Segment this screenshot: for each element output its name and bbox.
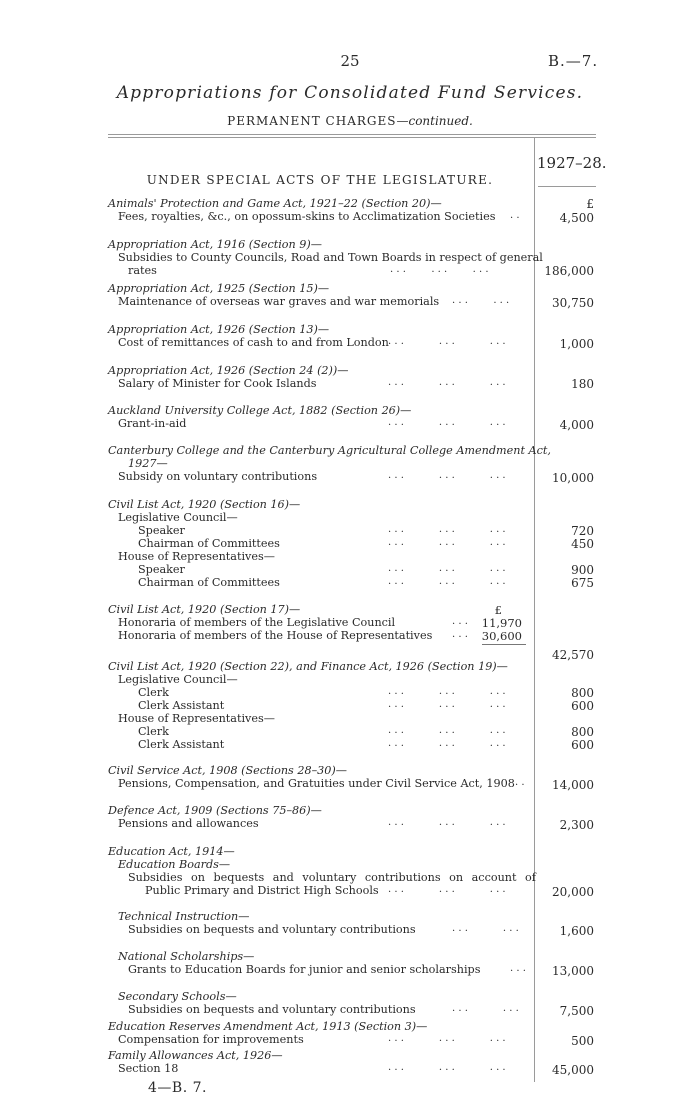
entry-act-title: Civil Service Act, 1908 (Sections 28–30)— [108,764,347,777]
leader-dots: . . . . . . . . . [390,264,489,275]
leader-dots: . . . . . . [452,923,519,934]
entry-amount: 720 [571,524,594,538]
entry-amount: 800 [571,725,594,739]
entry-subgroup: Technical Instruction— [118,910,250,923]
entry-item: Chairman of Committees [138,537,280,550]
document-reference: B.—7. [548,52,599,70]
amount-column-divider [534,138,535,1082]
entry-item: Speaker [138,563,185,576]
year-column-heading: 1927–28. [537,154,607,172]
subtitle-main: PERMANENT CHARGES [227,114,397,128]
entry-item: Clerk [138,686,169,699]
entry-amount: 20,000 [552,885,594,899]
entry-item: Chairman of Committees [138,576,280,589]
entry-item: Honoraria of members of the Legislative Council [118,616,396,629]
entry-item: Maintenance of overseas war graves and war memorials [118,295,440,308]
entry-act-title: Appropriation Act, 1926 (Section 13)— [108,323,330,336]
printer-signature: 4—B. 7. [148,1080,207,1096]
leader-dots: . . . . . . [452,1003,519,1014]
entry-item: Compensation for improvements [118,1033,304,1046]
entry-subgroup: Secondary Schools— [118,990,237,1003]
entry-amount: 675 [571,576,594,590]
leader-dots: . . . [452,616,468,627]
leader-dots: . . . . . . . . . [388,699,506,710]
entry-act-title: Civil List Act, 1920 (Section 17)— [108,603,301,616]
leader-dots: . . . . . . . . . [388,1062,506,1073]
page-subtitle [0,114,700,128]
entry-amount: 450 [571,537,594,551]
entry-item: Cost of remittances of cash to and from London [118,336,389,349]
entry-amount: 2,300 [559,818,594,832]
entry-item: Subsidies on bequests and voluntary contributions on account of [128,871,536,884]
subtotal-rule [482,644,526,645]
leader-dots: . . . . . . . . . [388,470,506,481]
entry-item: Fees, royalties, &c., on opossum-skins to Acclimatization Societies [118,210,496,223]
entry-amount: 10,000 [552,471,594,485]
page-title: Appropriations for Consolidated Fund Services. [116,83,584,103]
entry-item: Grants to Education Boards for junior and senior scholarships [128,963,481,976]
header-rule-bottom [108,137,596,138]
entry-act-title: Family Allowances Act, 1926— [108,1049,283,1062]
entry-group: House of Representatives— [118,550,275,563]
entry-act-title: Appropriation Act, 1926 (Section 24 (2))— [108,364,349,377]
entry-amount: 7,500 [559,1004,594,1018]
leader-dots: . . . . . . . . . [388,725,506,736]
entry-item: Grant-in-aid [118,417,187,430]
entry-amount: 900 [571,563,594,577]
entry-item: Subsidies on bequests and voluntary contributions [128,923,416,936]
entry-act-title-continued: 1927— [128,457,168,470]
entry-amount: 30,750 [552,296,594,310]
entry-item: Honoraria of members of the House of Representatives [118,629,433,642]
entry-subgroup: Education Boards— [118,858,231,871]
entry-amount: 186,000 [544,264,594,278]
entry-amount: 800 [571,686,594,700]
entry-item: Subsidies to County Councils, Road and Town Boards in respect of general [118,251,543,264]
entry-item: Clerk Assistant [138,699,225,712]
leader-dots: . . . [452,629,468,640]
year-heading-rule [538,186,596,187]
leader-dots: . . [510,210,520,221]
entry-item: Clerk [138,725,169,738]
subtitle-suffix: —continued. [396,114,473,128]
leader-dots: . . . . . . . . . [388,537,506,548]
entry-act-title: Education Act, 1914— [108,845,235,858]
entry-amount: 1,000 [559,337,594,351]
leader-dots: . . . . . . . . . [388,524,506,535]
leader-dots: . . . . . . [452,295,510,306]
entry-group: Legislative Council— [118,511,238,524]
entry-act-title: Civil List Act, 1920 (Section 22), and Finance Act, 1926 (Section 19)— [108,660,508,673]
leader-dots: . . . . . . . . . [388,563,506,574]
entry-item-continued: rates [128,264,157,277]
leader-dots: . . . . . . . . . [388,336,506,347]
entry-act-title: Appropriation Act, 1925 (Section 15)— [108,282,330,295]
entry-amount: 45,000 [552,1063,594,1077]
page-number: 25 [340,52,360,70]
leader-dots: . . . [510,963,526,974]
entry-amount: 4,000 [559,418,594,432]
entry-item: Pensions, Compensation, and Gratuities under Civil Service Act, 1908 [118,777,515,790]
leader-dots: . . . . . . . . . [388,417,506,428]
entry-subgroup: National Scholarships— [118,950,255,963]
inner-currency-symbol: £ [494,603,502,617]
leader-dots: . . [515,777,525,788]
entry-amount: 4,500 [559,211,594,225]
entry-amount: 14,000 [552,778,594,792]
leader-dots: . . . . . . . . . [388,817,506,828]
inner-amount: 11,970 [481,616,522,630]
entry-group: Legislative Council— [118,673,238,686]
entry-item: Clerk Assistant [138,738,225,751]
entry-item: Subsidy on voluntary contributions [118,470,318,483]
leader-dots: . . . . . . . . . [388,576,506,587]
entry-act-title: Auckland University College Act, 1882 (Section 26)— [108,404,412,417]
entry-amount: 180 [571,377,594,391]
entry-amount: 500 [571,1034,594,1048]
leader-dots: . . . . . . . . . [388,884,506,895]
entry-total-amount: 42,570 [552,648,594,662]
entry-group: House of Representatives— [118,712,275,725]
entry-item: Speaker [138,524,185,537]
entry-act-title: Civil List Act, 1920 (Section 16)— [108,498,301,511]
currency-symbol: £ [586,197,594,211]
entry-amount: 13,000 [552,964,594,978]
leader-dots: . . . . . . . . . [388,738,506,749]
entry-act-title: Canterbury College and the Canterbury Agricultural College Amendment Act, [108,444,551,457]
entry-amount: 600 [571,699,594,713]
entry-item: Section 18 [118,1062,179,1075]
entry-amount: 600 [571,738,594,752]
entry-item: Salary of Minister for Cook Islands [118,377,317,390]
leader-dots: . . . . . . . . . [388,377,506,388]
entry-act-title: Defence Act, 1909 (Sections 75–86)— [108,804,322,817]
inner-amount: 30,600 [481,629,522,643]
entry-act-title: Education Reserves Amendment Act, 1913 (Section 3)— [108,1020,428,1033]
entry-amount: 1,600 [559,924,594,938]
leader-dots: . . . . . . . . . [388,686,506,697]
header-rule-top [108,134,596,135]
entry-act-title: Animals' Protection and Game Act, 1921–22 (Section 20)— [108,197,442,210]
leader-dots: . . . . . . . . . [388,1033,506,1044]
section-heading: UNDER SPECIAL ACTS OF THE LEGISLATURE. [146,173,494,187]
entry-item: Subsidies on bequests and voluntary contributions [128,1003,416,1016]
entry-act-title: Appropriation Act, 1916 (Section 9)— [108,238,322,251]
entry-item-continued: Public Primary and District High Schools [145,884,379,897]
entry-item: Pensions and allowances [118,817,259,830]
